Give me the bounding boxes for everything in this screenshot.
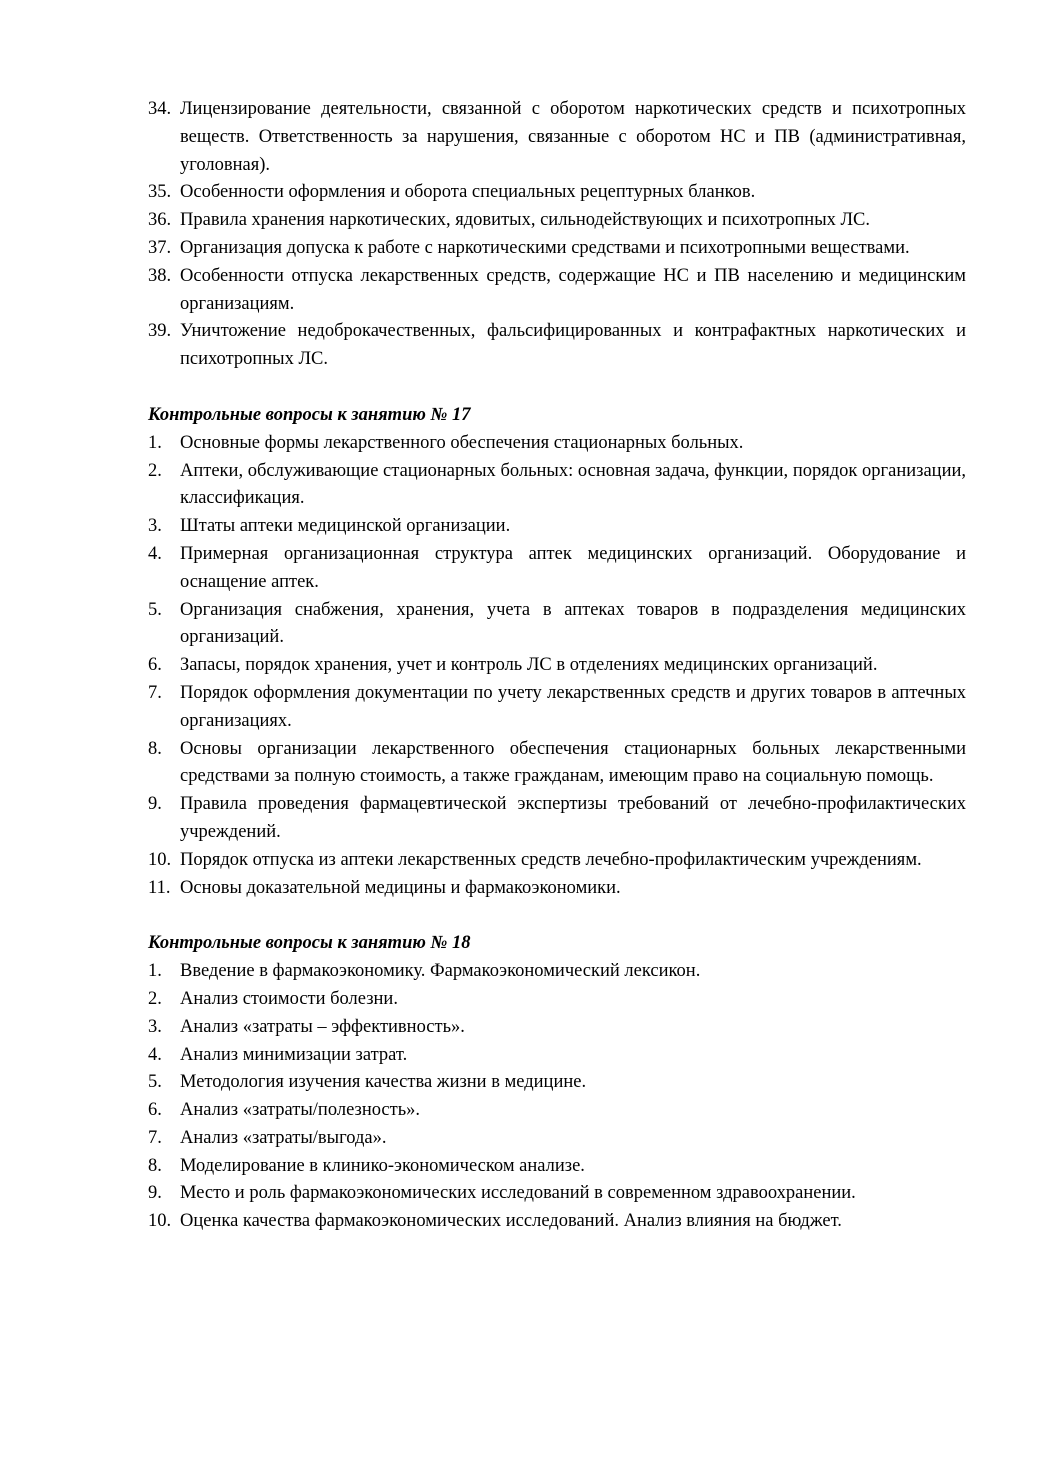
item-text: Уничтожение недоброкачественных, фальсифицированных и контрафактных наркотических и психотропных ЛС. — [180, 321, 966, 370]
item-text: Порядок оформления документации по учету лекарственных средств и других товаров в аптечных организациях. — [180, 682, 966, 731]
list-item — [148, 791, 966, 847]
question-list-18 — [148, 958, 966, 1236]
item-number: 11. — [148, 877, 171, 898]
item-number: 6. — [148, 655, 162, 676]
question-list-17 — [148, 430, 966, 903]
item-text: Анализ «затраты/выгода». — [180, 1127, 387, 1148]
item-text: Анализ «затраты/полезность». — [180, 1100, 421, 1121]
list-item — [148, 1069, 966, 1097]
list-item — [148, 986, 966, 1014]
item-text: Аптеки, обслуживающие стационарных больных: основная задача, функции, порядок организации, классификация. — [180, 460, 966, 509]
item-text: Лицензирование деятельности, связанной с оборотом наркотических средств и психотропных веществ. Ответственность за нарушения, связанные с оборотом НС и ПВ (административная, уголовная). — [180, 99, 966, 175]
list-item — [148, 207, 966, 235]
item-text: Основы организации лекарственного обеспечения стационарных больных лекарственными средствами за полную стоимость, а также гражданам, имеющим право на социальную помощь. — [180, 738, 966, 787]
item-number: 37. — [148, 237, 172, 258]
item-text: Моделирование в клинико-экономическом анализе. — [180, 1155, 585, 1176]
list-item — [148, 1042, 966, 1070]
item-text: Введение в фармакоэкономику. Фармакоэкономический лексикон. — [180, 961, 701, 982]
list-item — [148, 513, 966, 541]
list-item — [148, 235, 966, 263]
list-item — [148, 847, 966, 875]
item-number: 4. — [148, 1044, 162, 1065]
item-number: 9. — [148, 794, 162, 815]
item-number: 5. — [148, 599, 162, 620]
list-item — [148, 318, 966, 374]
item-text: Оценка качества фармакоэкономических исследований. Анализ влияния на бюджет. — [180, 1211, 842, 1232]
item-text: Правила проведения фармацевтической экспертизы требований от лечебно-профилактических учреждений. — [180, 794, 966, 842]
section-spacer — [148, 902, 966, 930]
item-text: Правила хранения наркотических, ядовитых, сильнодействующих и психотропных ЛС. — [180, 210, 871, 231]
item-text: Организация допуска к работе с наркотическими средствами и психотропными веществами. — [180, 237, 910, 258]
item-text: Анализ минимизации затрат. — [180, 1044, 408, 1065]
item-number: 10. — [148, 849, 172, 870]
list-item — [148, 680, 966, 736]
item-text: Особенности оформления и оборота специальных рецептурных бланков. — [180, 182, 756, 203]
item-number: 6. — [148, 1100, 162, 1121]
item-number: 35. — [148, 182, 172, 203]
item-number: 7. — [148, 1127, 162, 1148]
item-text: Методология изучения качества жизни в медицине. — [180, 1072, 587, 1093]
list-item — [148, 1125, 966, 1153]
list-item — [148, 541, 966, 597]
list-item — [148, 958, 966, 986]
item-number: 5. — [148, 1072, 162, 1093]
item-number: 39. — [148, 321, 172, 342]
item-number: 38. — [148, 265, 172, 286]
list-item — [148, 736, 966, 792]
item-number: 3. — [148, 1016, 162, 1037]
item-number: 2. — [148, 988, 162, 1009]
item-number: 10. — [148, 1211, 172, 1232]
item-text: Запасы, порядок хранения, учет и контроль ЛС в отделениях медицинских организаций. — [180, 655, 878, 676]
list-item — [148, 875, 966, 903]
section-18-heading: Контрольные вопросы к занятию № 18 — [148, 933, 471, 954]
list-item — [148, 458, 966, 514]
item-number: 7. — [148, 682, 162, 703]
list-item — [148, 1208, 966, 1236]
list-item — [148, 1097, 966, 1125]
list-item — [148, 1180, 966, 1208]
item-number: 9. — [148, 1183, 162, 1204]
document-page — [148, 96, 966, 1236]
item-number: 8. — [148, 1155, 162, 1176]
item-text: Место и роль фармакоэкономических исследований в современном здравоохранении. — [180, 1183, 856, 1204]
item-text: Организация снабжения, хранения, учета в аптеках товаров в подразделения медицинских организаций. — [180, 599, 966, 648]
item-text: Основы доказательной медицины и фармакоэкономики. — [180, 877, 621, 898]
item-number: 2. — [148, 460, 162, 481]
list-item — [148, 96, 966, 179]
item-number: 36. — [148, 210, 172, 231]
item-number: 34. — [148, 99, 172, 119]
item-number: 8. — [148, 738, 162, 759]
item-text: Примерная организационная структура аптек медицинских организаций. Оборудование и оснащение аптек. — [180, 543, 966, 592]
item-number: 1. — [148, 432, 162, 453]
list-item — [148, 263, 966, 319]
item-text: Особенности отпуска лекарственных средств, содержащие НС и ПВ населению и медицинским организациям. — [180, 265, 966, 314]
list-item — [148, 430, 966, 458]
list-item — [148, 652, 966, 680]
item-text: Основные формы лекарственного обеспечения стационарных больных. — [180, 432, 744, 453]
item-text: Порядок отпуска из аптеки лекарственных средств лечебно-профилактическим учреждениям. — [180, 849, 922, 870]
item-text: Штаты аптеки медицинской организации. — [180, 516, 511, 537]
section-17-heading: Контрольные вопросы к занятию № 17 — [148, 404, 471, 425]
section-spacer — [148, 374, 966, 402]
question-list-top — [148, 96, 966, 374]
item-number: 4. — [148, 543, 162, 564]
list-item — [148, 1153, 966, 1181]
item-number: 1. — [148, 961, 162, 982]
item-number: 3. — [148, 516, 162, 537]
item-text: Анализ «затраты – эффективность». — [180, 1016, 465, 1037]
list-item — [148, 597, 966, 653]
list-item — [148, 179, 966, 207]
item-text: Анализ стоимости болезни. — [180, 988, 398, 1009]
list-item — [148, 1014, 966, 1042]
